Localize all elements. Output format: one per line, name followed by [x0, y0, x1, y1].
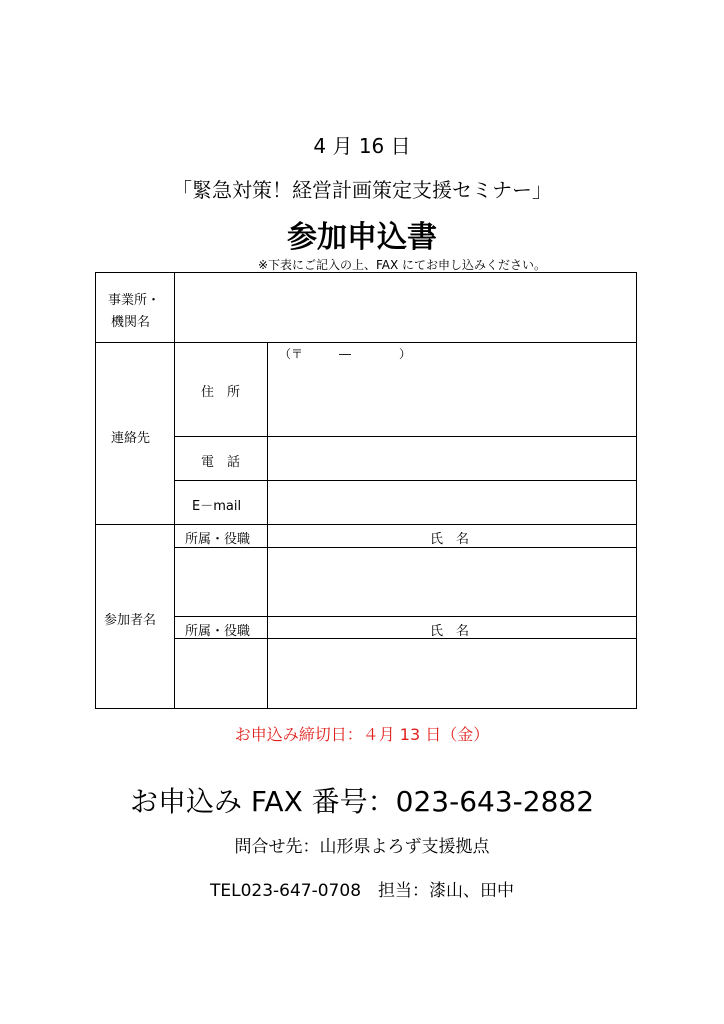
row-divider-contact [96, 524, 636, 525]
contact-info: 問合せ先：山形県よろず支援拠点 [234, 837, 490, 857]
office-label-line2: 機関名 [111, 315, 151, 330]
row-divider-phone [174, 480, 636, 481]
telephone-info: TEL023-647-0708 担当：漆山、田中 [209, 881, 515, 901]
participant-1-affiliation-header: 所属・役職 [185, 532, 251, 547]
address-label: 住 所 [201, 385, 241, 400]
column-divider-label [174, 273, 175, 708]
column-divider-field [267, 342, 268, 708]
phone-label: 電 話 [201, 455, 241, 470]
contact-label: 連絡先 [111, 431, 151, 446]
row-divider-office [96, 342, 636, 343]
instruction-text: ※下表にご記入の上、FAX にてお申し込みください。 [257, 258, 547, 272]
row-divider-participant1 [174, 616, 636, 617]
row-divider-address [174, 436, 636, 437]
fax-number: お申込み FAX 番号：023-643-2882 [129, 785, 595, 818]
office-label-line1: 事業所・ [108, 293, 161, 308]
application-form-table [95, 272, 637, 709]
seminar-title: 「緊急対策！経営計画策定支援セミナー」 [172, 178, 552, 202]
participant-2-affiliation-header: 所属・役職 [185, 624, 251, 639]
deadline-text: お申込み締切日：４月 13 日（金） [234, 725, 490, 744]
postal-code-template: （〒 ― ） [279, 347, 412, 361]
participant-2-name-header: 氏 名 [430, 624, 470, 639]
email-label: E－mail [192, 499, 242, 514]
form-title: 参加申込書 [287, 220, 437, 255]
event-date: 4 月 16 日 [313, 134, 411, 158]
row-divider-header1 [174, 547, 636, 548]
participants-label: 参加者名 [104, 613, 157, 628]
participant-1-name-header: 氏 名 [430, 532, 470, 547]
